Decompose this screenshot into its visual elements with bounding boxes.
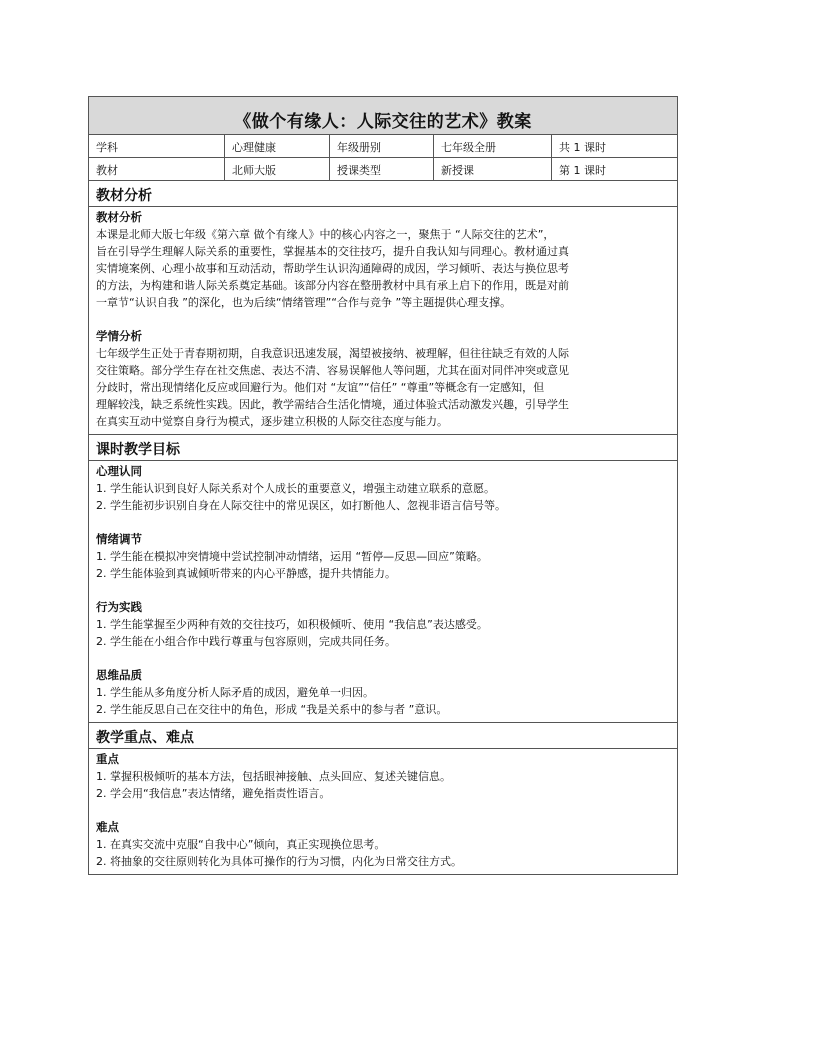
subheading-objective: 情绪调节 [96, 532, 142, 546]
subheading-objective: 思维品质 [96, 668, 142, 682]
text-line: 理解较浅，缺乏系统性实践。因此，教学需结合生活化情境，通过体验式活动激发兴趣，引导学生 [96, 398, 569, 411]
text-line: 交往策略。部分学生存在社交焦虑、表达不清、容易误解他人等问题，尤其在面对同伴冲突或意见 [96, 364, 569, 377]
section-body-keypoints [89, 749, 677, 874]
info-cell: 第 1 课时 [559, 164, 606, 177]
document-title: 《做个有缘人：人际交往的艺术》教案 [89, 97, 677, 135]
subheading-material: 教材分析 [96, 210, 142, 224]
text-line: 旨在引导学生理解人际关系的重要性，掌握基本的交往技巧，提升自我认知与同理心。教材通过真 [96, 245, 569, 258]
info-row-subject [89, 135, 677, 158]
list-item: 2. 学生能体验到真诚倾听带来的内心平静感，提升共情能力。 [96, 567, 396, 580]
section-body-objectives [89, 461, 677, 723]
section-heading-objectives: 课时教学目标 [89, 435, 677, 461]
text-line: 一章节“认识自我 ”的深化，也为后续“情绪管理”“合作与竞争 ”等主题提供心理支撑。 [96, 296, 512, 309]
info-cell: 教材 [89, 158, 225, 180]
list-item: 2. 学会用“我信息”表达情绪，避免指责性语言。 [96, 787, 331, 800]
info-cell: 年级册别 [330, 135, 434, 157]
text-line: 本课是北师大版七年级《第六章 做个有缘人》中的核心内容之一，聚焦于 “人际交往的艺术”， [96, 228, 555, 241]
list-item: 1. 学生能在模拟冲突情境中尝试控制冲动情绪，运用 “暂停—反思—回应”策略。 [96, 550, 488, 563]
list-item: 1. 学生能从多角度分析人际矛盾的成因，避免单一归因。 [96, 686, 374, 699]
paragraph-material [96, 226, 670, 311]
list-item: 1. 学生能认识到良好人际关系对个人成长的重要意义，增强主动建立联系的意愿。 [96, 482, 495, 495]
list-item: 2. 学生能反思自己在交往中的角色，形成 “我是关系中的参与者 ”意识。 [96, 703, 448, 716]
list-item: 1. 在真实交流中克服“自我中心”倾向，真正实现换位思考。 [96, 838, 386, 851]
info-cell: 心理健康 [225, 135, 330, 157]
info-cell: 授课类型 [330, 158, 434, 180]
info-cell: 新授课 [434, 158, 552, 180]
info-cell: 北师大版 [225, 158, 330, 180]
info-cell: 学科 [89, 135, 225, 157]
text-line: 分歧时，常出现情绪化反应或回避行为。他们对 “友谊”“信任” “尊重”等概念有一定感知，但 [96, 381, 545, 394]
list-item: 1. 学生能掌握至少两种有效的交往技巧，如积极倾听、使用 “我信息”表达感受。 [96, 618, 488, 631]
list-item: 2. 将抽象的交往原则转化为具体可操作的行为习惯，内化为日常交往方式。 [96, 855, 462, 868]
subheading-objective: 行为实践 [96, 600, 142, 614]
section-heading-analysis: 教材分析 [89, 181, 677, 207]
text-line: 在真实互动中觉察自身行为模式，逐步建立积极的人际交往态度与能力。 [96, 415, 448, 428]
list-item: 2. 学生能初步识别自身在人际交往中的常见误区，如打断他人、忽视非语言信号等。 [96, 499, 506, 512]
paragraph-student [96, 345, 670, 430]
subheading-key: 重点 [96, 752, 119, 766]
subheading-objective: 心理认同 [96, 464, 142, 478]
info-cell: 七年级全册 [434, 135, 552, 157]
text-line: 实情境案例、心理小故事和互动活动，帮助学生认识沟通障碍的成因，学习倾听、表达与换位思考 [96, 262, 569, 275]
text-line: 七年级学生正处于青春期初期，自我意识迅速发展，渴望被接纳、被理解，但往往缺乏有效的人际 [96, 347, 569, 360]
section-heading-keypoints: 教学重点、难点 [89, 723, 677, 749]
list-item: 1. 掌握积极倾听的基本方法，包括眼神接触、点头回应、复述关键信息。 [96, 770, 451, 783]
text-line: 的方法，为构建和谐人际关系奠定基础。该部分内容在整册教材中具有承上启下的作用，既是对前 [96, 279, 569, 292]
subheading-student: 学情分析 [96, 329, 142, 343]
info-row-textbook [89, 158, 677, 181]
list-item: 2. 学生能在小组合作中践行尊重与包容原则，完成共同任务。 [96, 635, 396, 648]
section-body-analysis [89, 207, 677, 435]
info-cell: 共 1 课时 [559, 141, 606, 154]
subheading-difficulty: 难点 [96, 820, 119, 834]
lesson-plan-document [88, 96, 678, 875]
